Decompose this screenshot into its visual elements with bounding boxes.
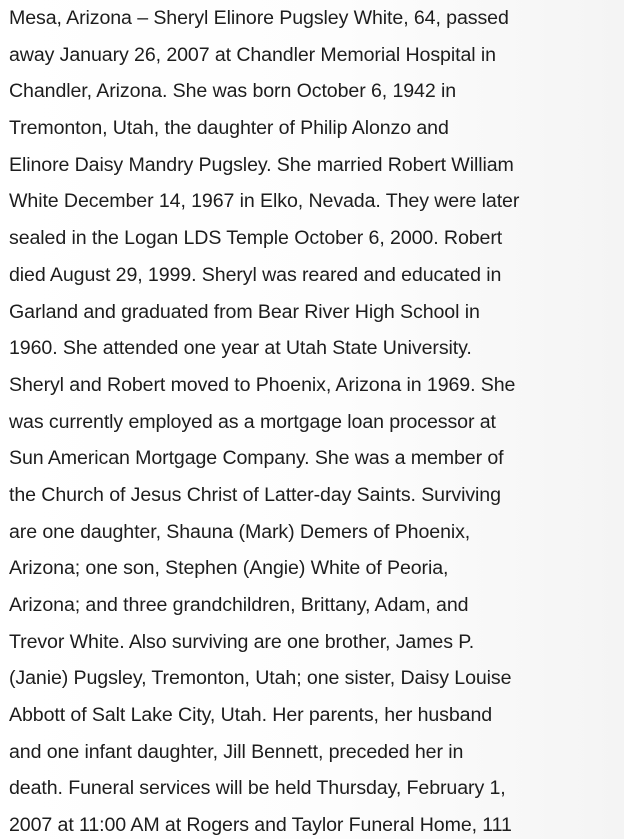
- text-line: sealed in the Logan LDS Temple October 6, 2000. Robert: [9, 227, 503, 250]
- text-line: Trevor White. Also surviving are one brother, James P.: [9, 630, 475, 653]
- text-line: Mesa, Arizona – Sheryl Elinore Pugsley White, 64, passed: [9, 7, 509, 29]
- text-line: was currently employed as a mortgage loan processor at: [9, 410, 496, 433]
- text-line: died August 29, 1999. Sheryl was reared and educated in: [9, 263, 502, 286]
- obituary-text: [9, 0, 624, 839]
- text-line: the Church of Jesus Christ of Latter-day Saints. Surviving: [9, 483, 501, 506]
- text-line: Abbott of Salt Lake City, Utah. Her parents, her husband: [9, 704, 493, 727]
- text-line: 1960. She attended one year at Utah State University.: [9, 337, 472, 360]
- text-line: and one infant daughter, Jill Bennett, preceded her in: [9, 740, 464, 763]
- text-line: Garland and graduated from Bear River High School in: [9, 300, 480, 323]
- text-line: Tremonton, Utah, the daughter of Philip Alonzo and: [9, 117, 449, 140]
- text-line: Chandler, Arizona. She was born October 6, 1942 in: [9, 80, 457, 103]
- text-line: death. Funeral services will be held Thursday, February 1,: [9, 777, 506, 800]
- text-line: Sheryl and Robert moved to Phoenix, Arizona in 1969. She: [9, 373, 516, 396]
- text-line: White December 14, 1967 in Elko, Nevada. They were later: [9, 190, 520, 213]
- text-line: Elinore Daisy Mandry Pugsley. She married Robert William: [9, 153, 514, 176]
- text-line: away January 26, 2007 at Chandler Memorial Hospital in: [9, 43, 496, 66]
- text-line: are one daughter, Shauna (Mark) Demers of Phoenix,: [9, 520, 471, 543]
- text-line: Sun American Mortgage Company. She was a member of: [9, 447, 504, 470]
- text-line: Arizona; one son, Stephen (Angie) White of Peoria,: [9, 557, 449, 580]
- text-line: 2007 at 11:00 AM at Rogers and Taylor Funeral Home, 111: [9, 814, 512, 837]
- text-line: Arizona; and three grandchildren, Brittany, Adam, and: [9, 594, 469, 616]
- text-line: (Janie) Pugsley, Tremonton, Utah; one sister, Daisy Louise: [9, 667, 512, 690]
